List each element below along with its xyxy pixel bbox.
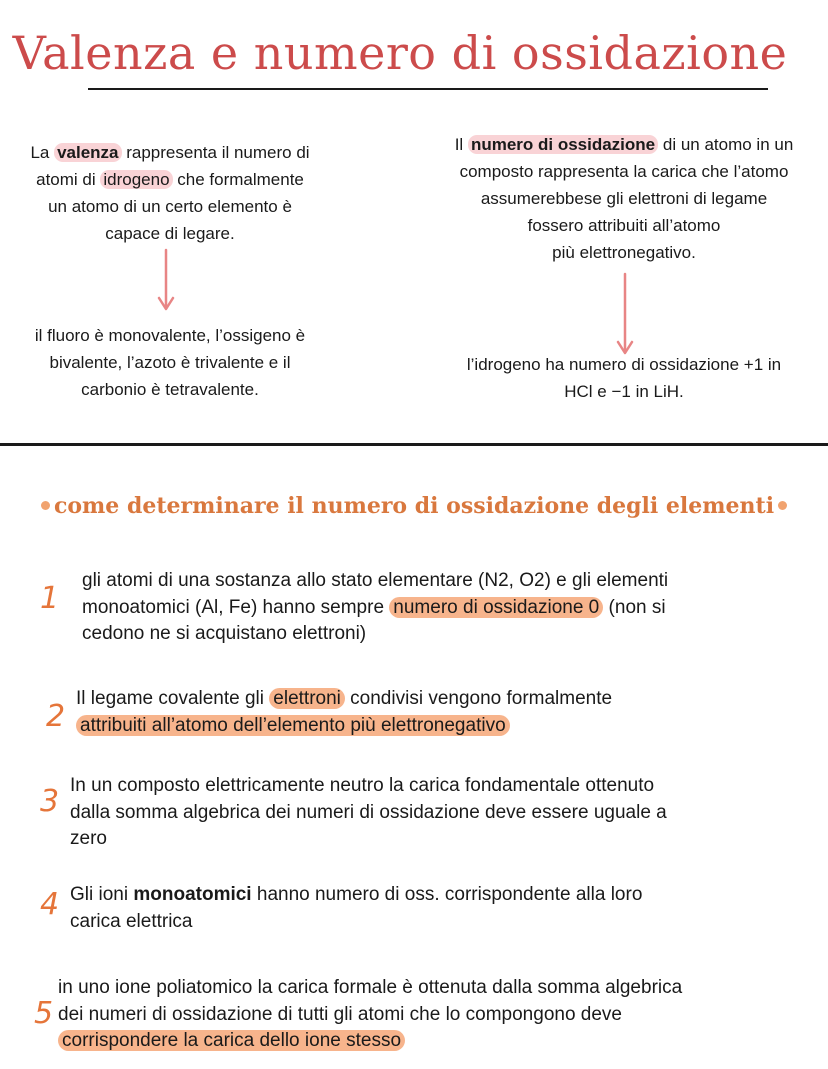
text-span: capace di legare. xyxy=(105,224,235,243)
highlighted-text: idrogeno xyxy=(100,170,172,189)
bullet-dot-icon xyxy=(41,501,50,510)
rule-number: 1 xyxy=(40,581,60,616)
rule-text xyxy=(70,773,667,853)
oxidation-arrow-icon xyxy=(615,272,635,356)
text-span: (non si xyxy=(603,596,666,618)
text-span: un atomo di un certo elemento è xyxy=(48,197,292,216)
highlighted-text: valenza xyxy=(54,143,121,162)
rule-number: 5 xyxy=(34,996,54,1031)
text-span: di un atomo in un xyxy=(658,135,794,154)
text-span: atomi di xyxy=(36,170,101,189)
section-heading xyxy=(0,493,828,519)
text-span: condivisi vengono formalmente xyxy=(344,688,613,709)
text-span: gli atomi di una sostanza allo stato elementare (N2, O2) e gli elementi xyxy=(82,570,669,591)
text-span: monoatomici (Al, Fe) hanno sempre xyxy=(82,596,390,618)
text-span: più elettronegativo. xyxy=(552,243,696,262)
text-span: bivalente, l’azoto è trivalente e il xyxy=(49,353,291,372)
bullet-dot-icon xyxy=(778,501,787,510)
rule-text xyxy=(82,568,668,648)
text-span: rappresenta il numero di xyxy=(121,143,310,162)
page-title: Valenza e numero di ossidazione xyxy=(12,26,788,80)
rule-number: 3 xyxy=(40,784,60,819)
text-span: dalla somma algebrica dei numeri di ossidazione deve essere uguale a xyxy=(70,801,667,823)
text-span: fossero attribuiti all’atomo xyxy=(527,216,721,235)
section-divider xyxy=(0,443,828,446)
text-span: La xyxy=(30,143,55,162)
highlighted-text: corrispondere la carica dello ione stesso xyxy=(58,1030,405,1051)
text-span: In un composto elettricamente neutro la carica fondamentale ottenuto xyxy=(70,775,655,796)
text-span: che formalmente xyxy=(172,170,304,189)
rule-text xyxy=(58,975,682,1055)
oxidation-definition xyxy=(420,131,828,266)
rule-number: 2 xyxy=(46,699,66,734)
text-span: Gli ioni xyxy=(70,884,134,905)
bold-text: monoatomici xyxy=(133,884,252,905)
rule-text xyxy=(76,686,612,739)
oxidation-example xyxy=(420,351,828,405)
title-underline xyxy=(88,88,768,90)
text-span: dei numeri di ossidazione di tutti gli atomi che lo compongono deve xyxy=(58,1003,622,1025)
text-span: in uno ione poliatomico la carica formale è ottenuta dalla somma algebrica xyxy=(58,977,683,998)
text-span: zero xyxy=(70,828,107,849)
rule-number: 4 xyxy=(40,887,60,922)
section-heading-text: come determinare il numero di ossidazione degli elementi xyxy=(53,493,775,519)
highlighted-text: elettroni xyxy=(269,688,345,709)
highlighted-text: numero di ossidazione 0 xyxy=(389,597,603,618)
text-span: assumerebbese gli elettroni di legame xyxy=(480,189,768,208)
text-span: carbonio è tetravalente. xyxy=(81,380,259,399)
text-span: HCl e −1 in LiH. xyxy=(564,382,684,401)
text-span: hanno numero di oss. corrispondente alla loro xyxy=(251,884,643,905)
text-span: carica elettrica xyxy=(70,910,193,932)
text-span: Il xyxy=(454,135,468,154)
text-span: l’idrogeno ha numero di ossidazione +1 in xyxy=(466,355,782,374)
text-span: cedono ne si acquistano elettroni) xyxy=(82,623,367,644)
valence-arrow-icon xyxy=(156,248,176,312)
valence-example xyxy=(0,322,340,403)
rule-text xyxy=(70,882,642,935)
text-span: il fluoro è monovalente, l’ossigeno è xyxy=(34,326,306,345)
highlighted-text: numero di ossidazione xyxy=(468,135,658,154)
text-span: Il legame covalente gli xyxy=(76,688,270,709)
text-span: composto rappresenta la carica che l’atomo xyxy=(459,162,789,181)
highlighted-text: attribuiti all’atomo dell’elemento più elettronegativo xyxy=(76,715,510,736)
valence-definition xyxy=(0,139,340,247)
